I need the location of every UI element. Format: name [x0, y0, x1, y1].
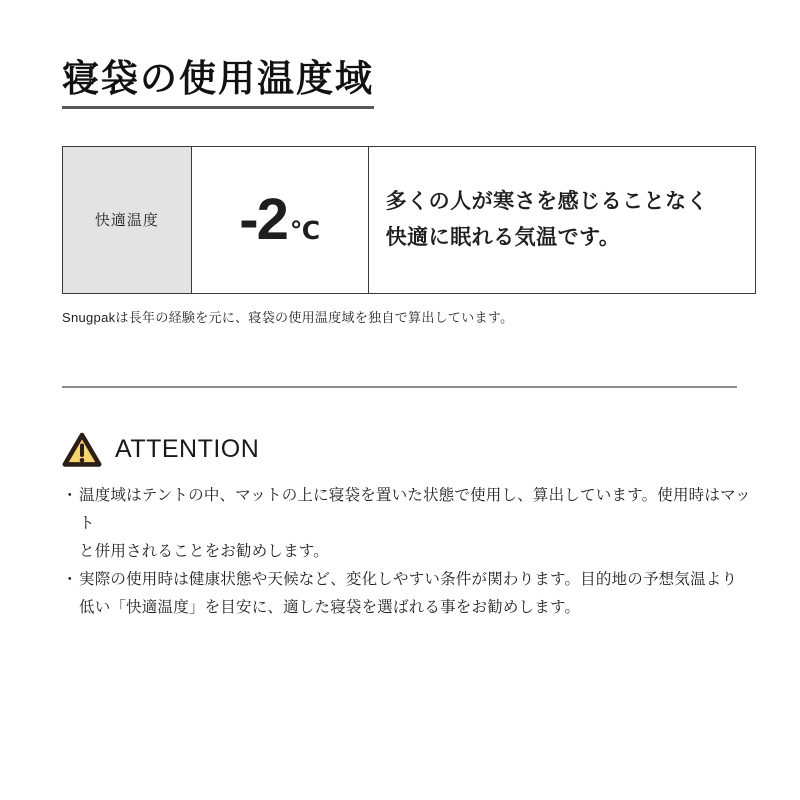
temp-description-line-2: 快適に眠れる気温です。: [385, 225, 621, 249]
bullet-marker: ・: [62, 486, 78, 504]
note-text: Snugpakは長年の経験を元に、寝袋の使用温度域を独自で算出しています。: [62, 309, 514, 325]
attention-list: [62, 482, 756, 622]
list-item: [62, 566, 756, 622]
temp-label-cell: 快適温度: [63, 146, 192, 293]
list-item-2-line-1: 実際の使用時は健康状態や天候など、変化しやすい条件が関わります。目的地の予想気温より: [79, 570, 738, 588]
temp-description-line-1: 多くの人が寒さを感じることなく: [385, 189, 709, 213]
temp-description-cell: [368, 146, 755, 293]
page-title: 寝袋の使用温度域: [62, 58, 374, 109]
section-divider: [62, 386, 737, 388]
table-row: [63, 146, 756, 293]
warning-exclamation-dot: [80, 458, 85, 463]
list-item-text: [79, 566, 756, 622]
temp-value: -2: [239, 187, 287, 253]
list-item-2-line-2: 低い「快適温度」を目安に、適した寝袋を選ばれる事をお勧めします。: [79, 598, 581, 616]
temp-unit: ℃: [289, 217, 321, 246]
list-item-1-line-2: と併用されることをお勧めします。: [79, 542, 329, 560]
attention-label: ATTENTION: [115, 435, 260, 464]
list-item: [62, 482, 756, 566]
list-item-text: [79, 482, 756, 566]
bullet-marker: ・: [62, 570, 78, 588]
warning-icon: [62, 432, 102, 468]
list-item-1-line-1: 温度域はテントの中、マットの上に寝袋を置いた状態で使用し、算出しています。使用時はマット: [79, 486, 751, 532]
attention-heading: [62, 432, 756, 468]
temp-value-cell: [191, 146, 368, 293]
page-header: [62, 58, 756, 109]
temperature-table: [62, 146, 756, 294]
